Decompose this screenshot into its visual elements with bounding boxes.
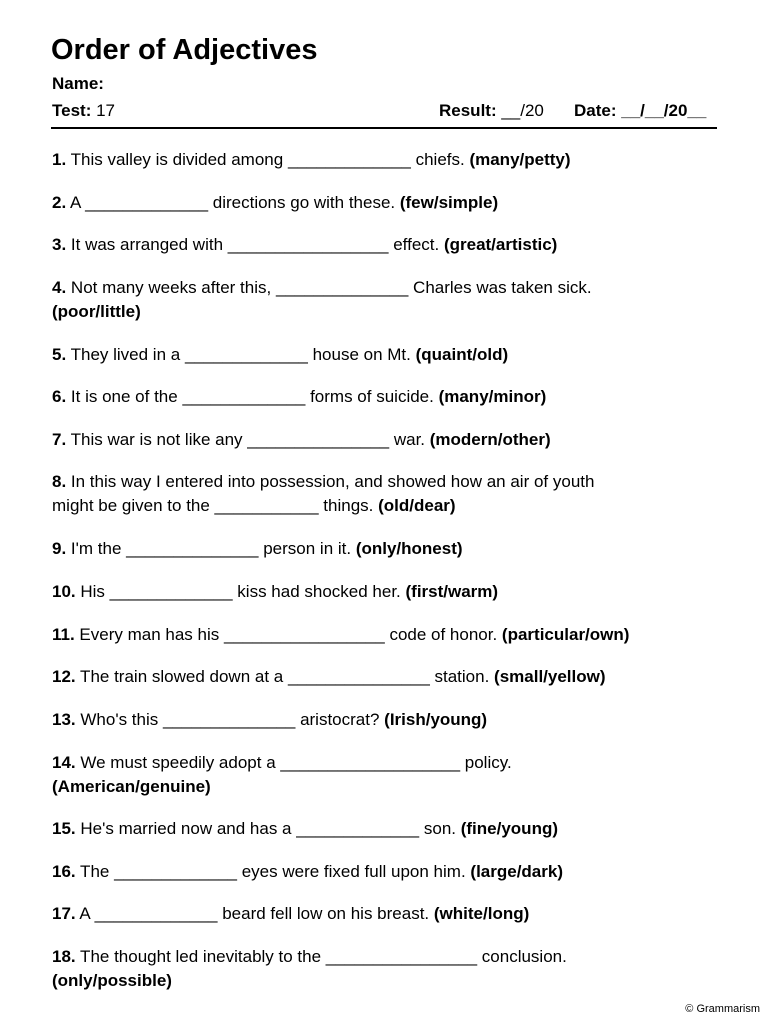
question-text: Not many weeks after this, (66, 278, 276, 297)
answer-blank: _____________ (114, 862, 237, 881)
question-number: 18. (52, 947, 76, 966)
question-number: 2. (52, 193, 67, 212)
question-text: effect. (388, 235, 444, 254)
result-value: __/20 (496, 101, 544, 120)
question-number: 14. (52, 753, 76, 772)
question-number: 13. (52, 710, 76, 729)
question-text: It is one of the (66, 387, 183, 406)
question-text: might be given to the (52, 496, 215, 515)
question-14 (52, 751, 716, 799)
question-8 (52, 470, 716, 518)
question-text: Who's this (75, 710, 163, 729)
question-11 (52, 623, 716, 647)
answer-blank: _____________ (94, 904, 218, 923)
answer-blank: ______________ (162, 710, 296, 729)
question-5 (52, 343, 716, 367)
adjective-hint: (modern/other) (429, 430, 551, 449)
question-number: 8. (52, 472, 67, 491)
question-text: I'm the (66, 539, 127, 558)
adjective-hint: (white/long) (433, 904, 530, 923)
question-text: A (75, 904, 95, 923)
answer-blank: _________________ (223, 625, 385, 644)
question-6 (52, 385, 716, 409)
question-number: 1. (52, 150, 67, 169)
question-number: 4. (52, 278, 67, 297)
question-12 (52, 665, 716, 689)
adjective-hint: (large/dark) (470, 862, 563, 881)
question-text: station. (429, 667, 495, 686)
question-text: Charles was taken sick. (408, 278, 592, 297)
question-number: 6. (52, 387, 67, 406)
question-number: 3. (52, 235, 67, 254)
question-text: He's married now and has a (75, 819, 297, 838)
answer-blank: _______________ (287, 667, 430, 686)
name-label: Name: (52, 74, 104, 93)
answer-blank: _____________ (287, 150, 411, 169)
answer-blank: ______________ (126, 539, 259, 558)
question-number: 17. (52, 904, 76, 923)
question-15 (52, 817, 716, 841)
adjective-hint: (many/petty) (469, 150, 571, 169)
test-meta-row (52, 101, 716, 123)
question-9 (52, 537, 716, 561)
question-text: They lived in a (66, 345, 185, 364)
adjective-hint: (first/warm) (405, 582, 499, 601)
question-text: The (75, 862, 115, 881)
question-number: 10. (52, 582, 76, 601)
question-text: In this way I entered into possession, and showed how an air of youth (66, 472, 595, 491)
question-text: policy. (460, 753, 512, 772)
question-text: We must speedily adopt a (75, 753, 281, 772)
question-text: beard fell low on his breast. (217, 904, 434, 923)
adjective-hint: (Irish/young) (384, 710, 488, 729)
question-13 (52, 708, 716, 732)
header-divider (51, 127, 717, 129)
question-text: His (75, 582, 110, 601)
question-text: conclusion. (477, 947, 567, 966)
question-text: eyes were fixed full upon him. (237, 862, 471, 881)
answer-blank: _____________ (296, 819, 420, 838)
answer-blank: _____________ (109, 582, 233, 601)
question-number: 11. (52, 625, 75, 644)
question-text: forms of suicide. (305, 387, 439, 406)
adjective-hint: (quaint/old) (415, 345, 509, 364)
result-field (439, 101, 544, 121)
question-number: 15. (52, 819, 76, 838)
question-text: Every man has his (74, 625, 224, 644)
page-title: Order of Adjectives (51, 34, 318, 66)
question-number: 5. (52, 345, 67, 364)
question-text: The thought led inevitably to the (75, 947, 326, 966)
question-4 (52, 276, 716, 324)
question-17 (52, 902, 716, 926)
test-label: Test: (52, 101, 92, 120)
question-text: This valley is divided among (66, 150, 288, 169)
answer-blank: ___________________ (280, 753, 461, 772)
date-value: __/__/20__ (616, 101, 707, 120)
question-text: things. (318, 496, 379, 515)
question-number: 7. (52, 430, 67, 449)
answer-blank: _______________ (247, 430, 390, 449)
question-text: son. (419, 819, 461, 838)
question-16 (52, 860, 716, 884)
answer-blank: ___________ (214, 496, 319, 515)
test-value: 17 (91, 101, 115, 120)
question-text: It was arranged with (66, 235, 228, 254)
question-text: A (66, 193, 86, 212)
question-2 (52, 191, 716, 215)
adjective-hint: (fine/young) (460, 819, 558, 838)
question-text: house on Mt. (307, 345, 416, 364)
question-text: aristocrat? (295, 710, 385, 729)
answer-blank: _________________ (227, 235, 389, 254)
question-text: directions go with these. (208, 193, 400, 212)
test-number (52, 101, 115, 121)
date-label: Date: (574, 101, 617, 120)
question-number: 9. (52, 539, 67, 558)
question-1 (52, 148, 716, 172)
answer-blank: _____________ (182, 387, 306, 406)
question-10 (52, 580, 716, 604)
adjective-hint: (only/honest) (355, 539, 463, 558)
question-text: kiss had shocked her. (232, 582, 406, 601)
question-text: chiefs. (410, 150, 470, 169)
adjective-hint: (few/simple) (399, 193, 499, 212)
result-label: Result: (439, 101, 497, 120)
answer-blank: ________________ (325, 947, 478, 966)
date-field (574, 101, 706, 121)
answer-blank: _____________ (184, 345, 308, 364)
question-text: war. (389, 430, 430, 449)
question-number: 16. (52, 862, 76, 881)
question-7 (52, 428, 716, 452)
adjective-hint: (great/artistic) (443, 235, 558, 254)
question-text: The train slowed down at a (75, 667, 288, 686)
adjective-hint: (small/yellow) (494, 667, 606, 686)
adjective-hint: (old/dear) (378, 496, 456, 515)
adjective-hint: (American/genuine) (52, 777, 211, 796)
question-number: 12. (52, 667, 76, 686)
question-text: code of honor. (384, 625, 502, 644)
adjective-hint: (only/possible) (52, 971, 172, 990)
question-3 (52, 233, 716, 257)
question-text: person in it. (258, 539, 356, 558)
adjective-hint: (many/minor) (438, 387, 547, 406)
question-text: This war is not like any (66, 430, 248, 449)
copyright-footer: © Grammarism (685, 1003, 760, 1015)
question-18 (52, 945, 716, 993)
answer-blank: ______________ (275, 278, 409, 297)
answer-blank: _____________ (85, 193, 209, 212)
adjective-hint: (particular/own) (501, 625, 630, 644)
adjective-hint: (poor/little) (52, 302, 141, 321)
